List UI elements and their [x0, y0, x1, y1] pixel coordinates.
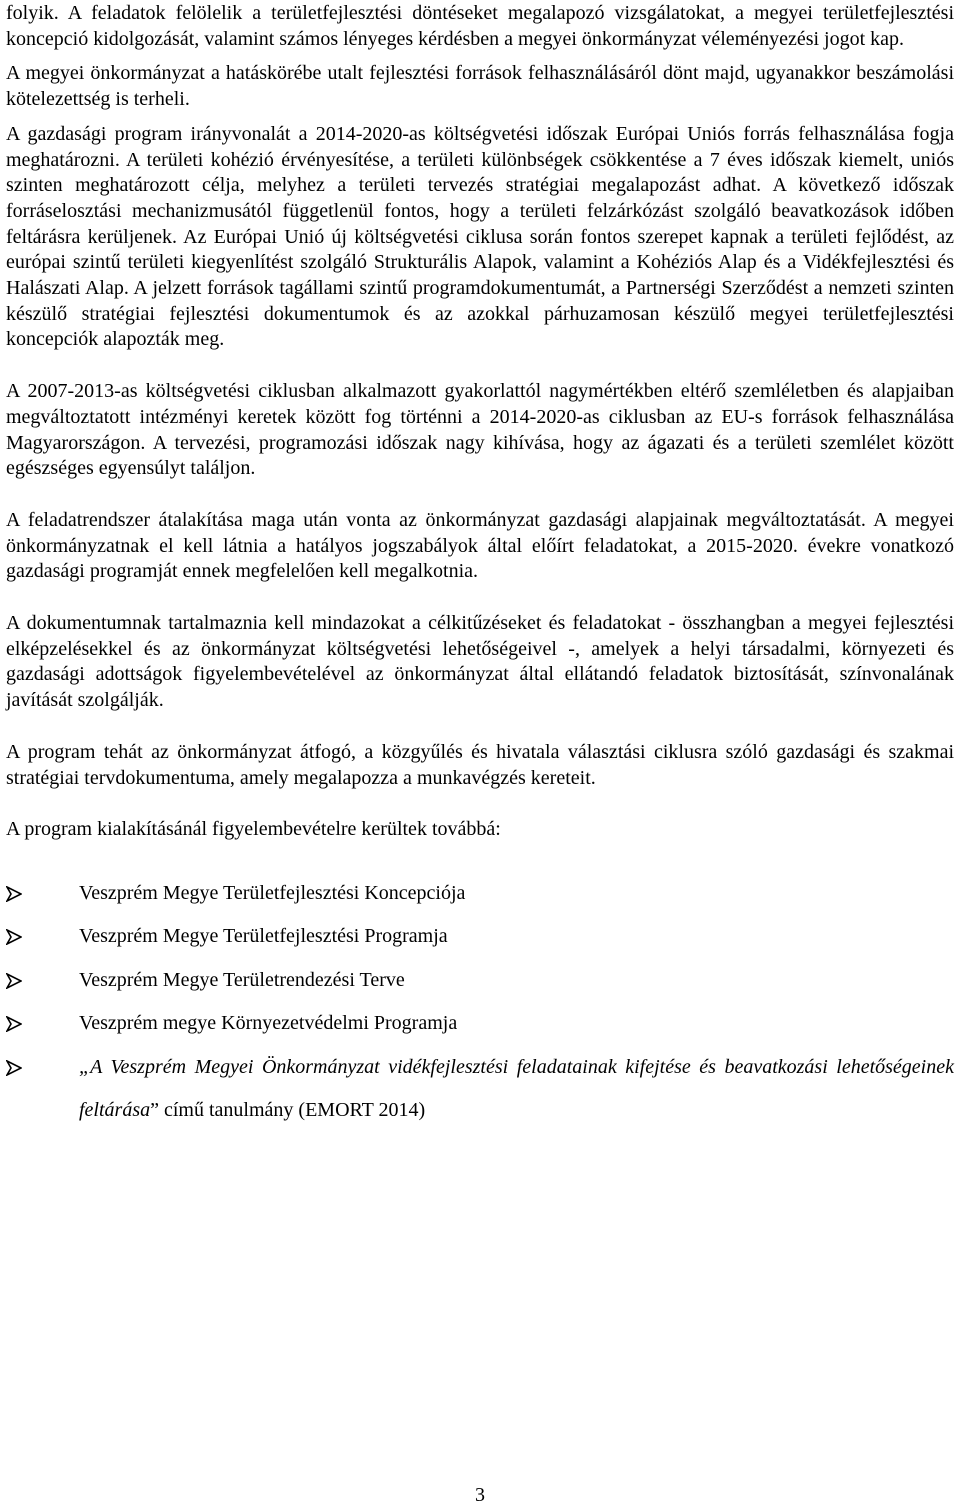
- study-quote-open: „: [79, 1055, 91, 1078]
- list-item: [6, 1046, 954, 1133]
- list-item-text: Veszprém Megye Területfejlesztési Programja: [79, 925, 448, 948]
- paragraph-3: A gazdasági program irányvonalát a 2014-2020-as költségvetési időszak Európai Uniós forrás felhasználása fogja meghatározni. A területi kohézió érvényesítése, a területi különbségek csökkentése a 7 éves időszak kiemelt, uniós szinten meghatározott célja, melyhez a területi tervezés stratégiai megalapozást adhat. A következő időszak forráselosztási mechanizmusától függetlenül fontos, hogy a területi felzárkózást szolgáló beavatkozások időben feltárásra kerüljenek. Az Európai Unió új költségvetési ciklusa során fontos szerepet kapnak a területi fejlődést, az európai szintű területi kiegyenlítést szolgáló Strukturális Alapok, valamint a Kohéziós Alap és a Vidékfejlesztési és Halászati Alap. A jelzett források tagállami szintű programdokumentumát, a Partnerségi Szerződést a nemzeti szinten készülő stratégiai fejlesztési dokumentumok és az azokkal párhuzamosan készülő megyei területfejlesztési koncepciók alapozták meg.: [6, 122, 954, 351]
- list-item-text: Veszprém Megye Területrendezési Terve: [79, 968, 405, 991]
- paragraph-6: A dokumentumnak tartalmaznia kell mindazokat a célkitűzéseket és feladatokat - összhangban a megyei fejlesztési elképzelésekkel és az önkormányzat költségvetési lehetőségeivel -, amelyek a helyi társadalmi, környezeti és gazdasági adottságok figyelembevételével az önkormányzat által ellátandó feladatok biztosítását, színvonalának javítását szolgálják.: [6, 612, 954, 712]
- arrowhead-bullet-icon: [6, 886, 22, 902]
- list-item-text: Veszprém Megye Területfejlesztési Koncepciója: [79, 881, 466, 904]
- list-item: [6, 915, 954, 959]
- study-suffix: ” című tanulmány (EMORT 2014): [150, 1099, 426, 1122]
- paragraph-4: A 2007-2013-as költségvetési ciklusban alkalmazott gyakorlattól nagymértékben eltérő szemléletben és alapjaiban megváltoztatott intézményi keretek között fog történni a 2014-2020-as ciklusban az EU-s források felhasználása Magyarországon. A tervezési, programozási időszak nagy kihívása, hogy az ágazati és a területi szemlélet között egészséges egyensúlyt találjon.: [6, 380, 954, 480]
- paragraph-8: A program kialakításánál figyelembevételre kerültek továbbá:: [6, 818, 501, 841]
- arrowhead-bullet-icon: [6, 929, 22, 945]
- list-item: [6, 1002, 954, 1046]
- paragraph-1: folyik. A feladatok felölelik a területfejlesztési döntéseket megalapozó vizsgálatokat, a megyei területfejlesztési koncepció kidolgozását, valamint számos lényeges kérdésben a megyei önkormányzat véleményezési jogot kap.: [6, 2, 954, 50]
- arrowhead-bullet-icon: [6, 1016, 22, 1032]
- source-documents-list: [6, 872, 954, 1133]
- arrowhead-bullet-icon: [6, 973, 22, 989]
- list-item-text: Veszprém megye Környezetvédelmi Programja: [79, 1012, 458, 1035]
- paragraph-7: A program tehát az önkormányzat átfogó, a közgyűlés és hivatala választási ciklusra szóló gazdasági és szakmai stratégiai tervdokumentuma, amely megalapozza a munkavégzés kereteit.: [6, 740, 954, 789]
- study-title: A Veszprém Megyei Önkormányzat vidékfejlesztési feladatainak kifejtése és beavatkozási lehetőségeinek feltárása: [79, 1055, 954, 1122]
- arrowhead-bullet-icon: [6, 1060, 22, 1076]
- list-item: [6, 872, 954, 916]
- page-number: 3: [475, 1484, 485, 1506]
- paragraph-2: A megyei önkormányzat a hatáskörébe utalt fejlesztési források felhasználásáról dönt majd, ugyanakkor beszámolási kötelezettség is terheli.: [6, 62, 954, 111]
- document-page: [6, 0, 954, 1133]
- list-item: [6, 959, 954, 1003]
- paragraph-5: A feladatrendszer átalakítása maga után vonta az önkormányzat gazdasági alapjainak megváltoztatását. A megyei önkormányzatnak el kell látnia a hatályos jogszabályok által előírt feladatokat, a 2015-2020. évekre vonatkozó gazdasági programját ennek megfelelően kell megalkotnia.: [6, 508, 954, 583]
